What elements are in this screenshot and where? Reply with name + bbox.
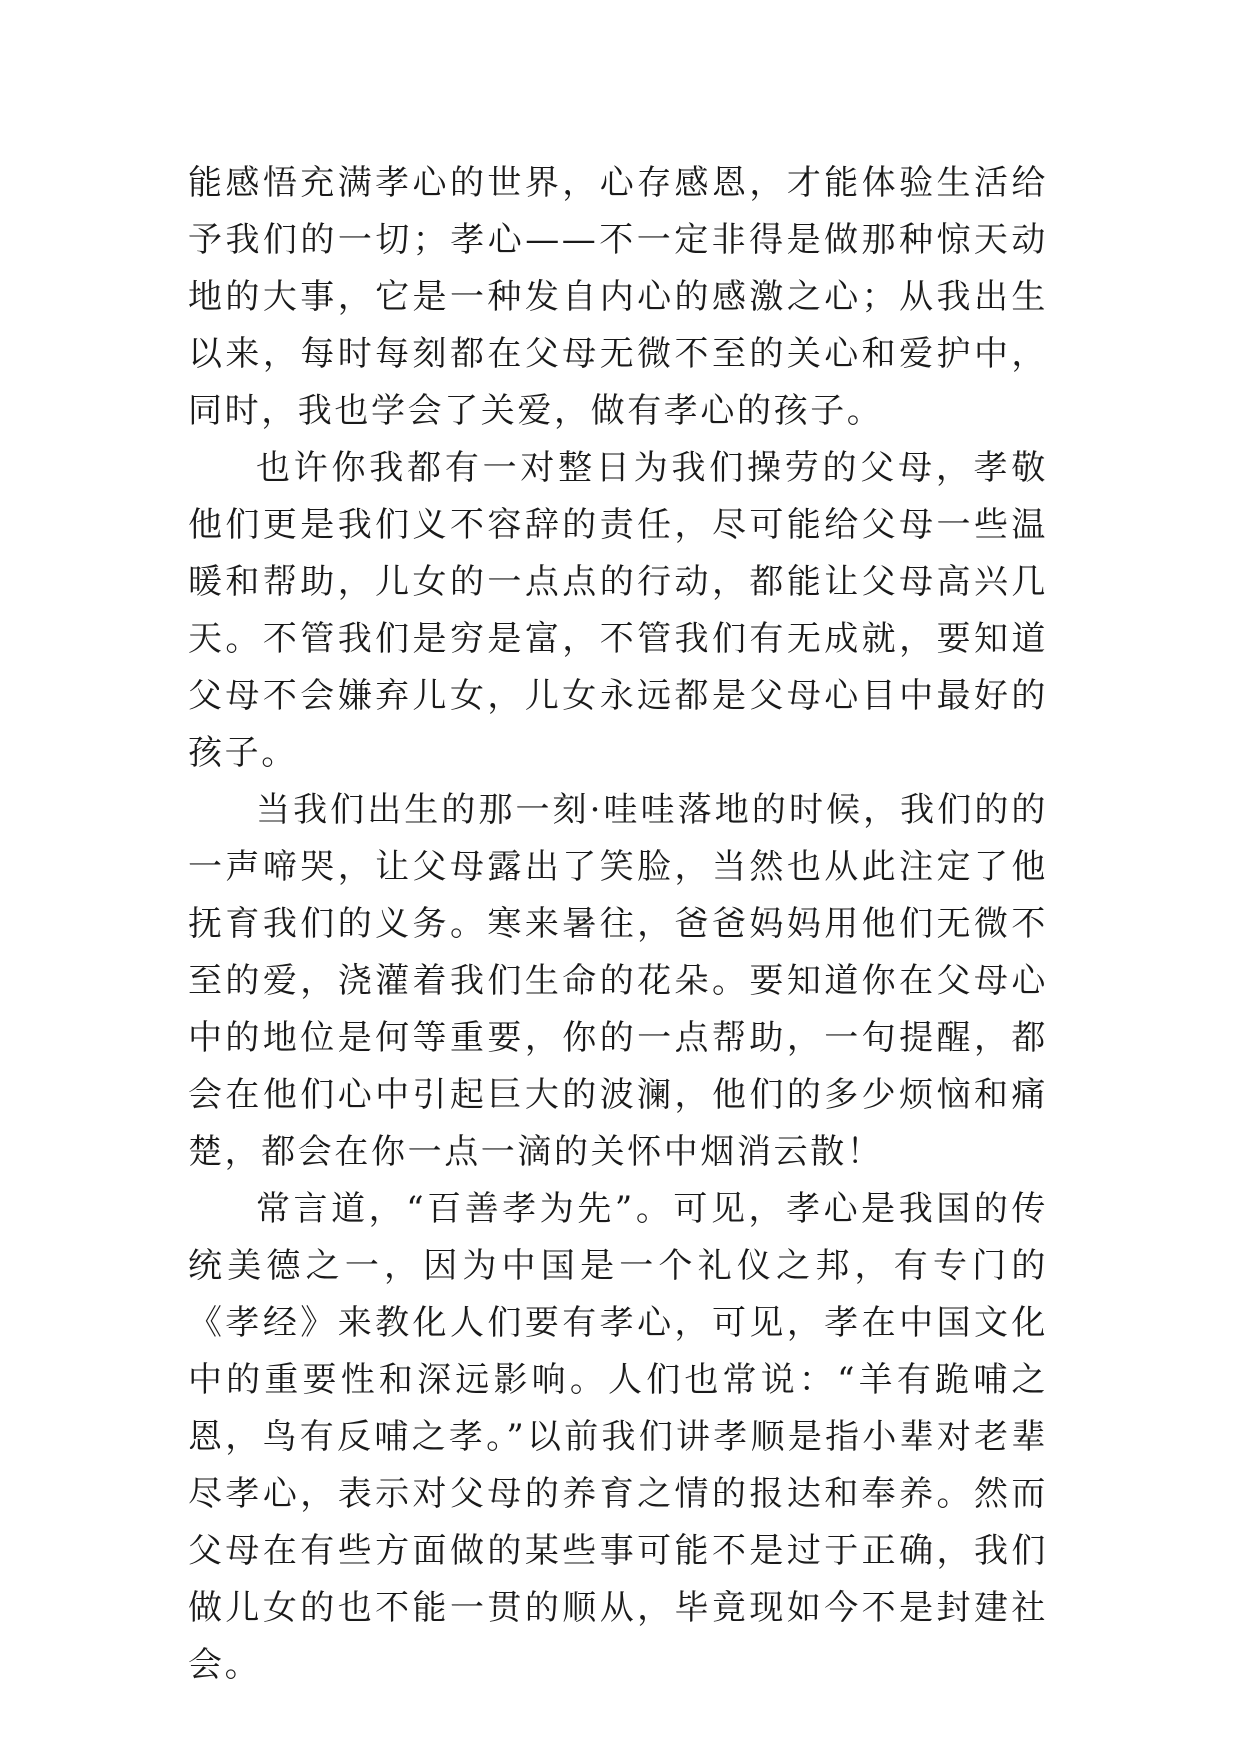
paragraph-2: 也许你我都有一对整日为我们操劳的父母，孝敬他们更是我们义不容辞的责任，尽可能给父母一些温暖和帮助，儿女的一点点的行动，都能让父母高兴几天。不管我们是穷是富，不管我们有无成就，要知道父母不会嫌弃儿女，儿女永远都是父母心目中最好的孩子。 [188,448,1048,773]
paragraph-1: 能感悟充满孝心的世界，心存感恩，才能体验生活给予我们的一切；孝心——不一定非得是做那种惊天动地的大事，它是一种发自内心的感激之心；从我出生以来，每时每刻都在父母无微不至的关心和爱护中，同时，我也学会了关爱，做有孝心的孩子。 [188,163,1048,431]
document-body [188,155,1048,1694]
paragraph-4: 常言道，“百善孝为先”。可见，孝心是我国的传统美德之一，因为中国是一个礼仪之邦，有专门的《孝经》来教化人们要有孝心，可见，孝在中国文化中的重要性和深远影响。人们也常说：“羊有跪哺之恩，鸟有反哺之孝。”以前我们讲孝顺是指小辈对老辈尽孝心，表示对父母的养育之情的报达和奉养。然而父母在有些方面做的某些事可能不是过于正确，我们做儿女的也不能一贯的顺从，毕竟现如今不是封建社会。 [188,1189,1048,1685]
paragraph-3: 当我们出生的那一刻·哇哇落地的时候，我们的的一声啼哭，让父母露出了笑脸，当然也从此注定了他抚育我们的义务。寒来暑往，爸爸妈妈用他们无微不至的爱，浇灌着我们生命的花朵。要知道你在父母心中的地位是何等重要，你的一点帮助，一句提醒，都会在他们心中引起巨大的波澜，他们的多少烦恼和痛楚，都会在你一点一滴的关怀中烟消云散！ [188,790,1048,1172]
